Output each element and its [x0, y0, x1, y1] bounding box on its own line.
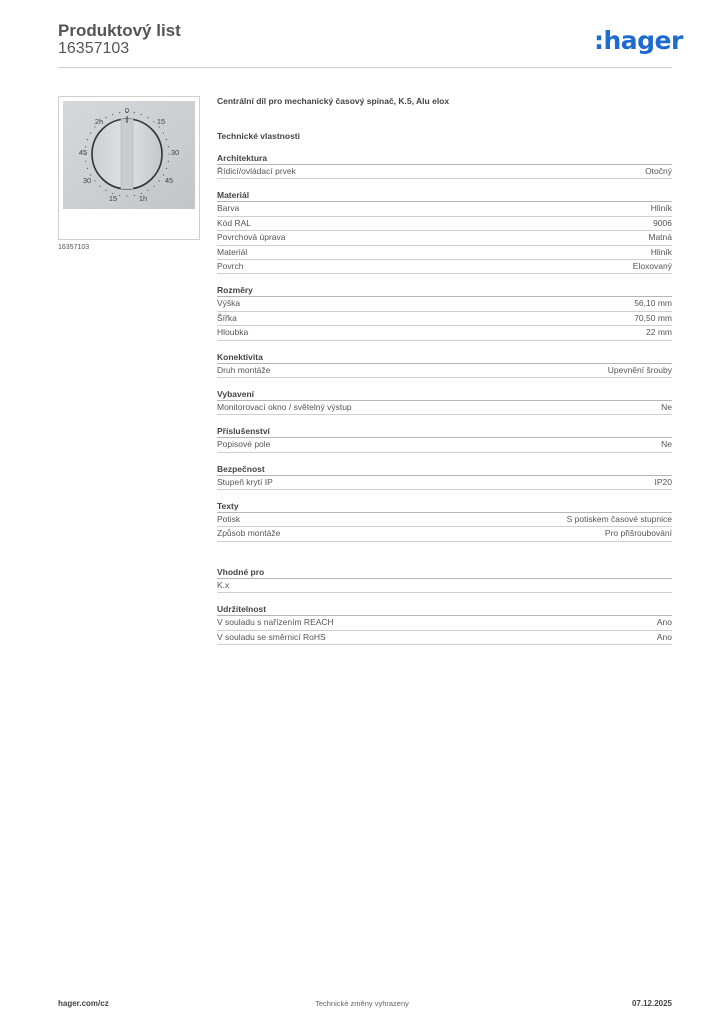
spec-row — [217, 165, 672, 179]
spec-value: Eloxovaný — [632, 260, 672, 271]
spec-row — [217, 513, 672, 527]
dial-tick — [85, 161, 86, 162]
section-title: Bezpečnost — [217, 464, 672, 476]
spec-value: S potiskem časové stupnice — [566, 514, 672, 525]
spec-label: Výška — [217, 298, 241, 309]
spec-row — [217, 438, 672, 452]
dial-tick — [99, 186, 100, 187]
spec-label: Barva — [217, 203, 240, 214]
dial-tick — [119, 195, 120, 196]
header-divider — [58, 67, 672, 68]
spec-value: Otočný — [645, 166, 672, 176]
dial-tick — [90, 132, 91, 133]
section-title: Architektura — [217, 153, 672, 165]
dial-label: 30 — [82, 176, 92, 185]
dial-tick — [87, 139, 88, 140]
dial-tick — [168, 161, 169, 162]
spec-sections — [217, 153, 672, 645]
spec-label: Popisové pole — [217, 439, 271, 450]
dial-tick — [94, 180, 95, 181]
spec-row — [217, 579, 672, 593]
spec-row — [217, 616, 672, 630]
section-title: Příslušenství — [217, 426, 672, 438]
page-title: Produktový list — [58, 21, 181, 40]
spec-label: Materiál — [217, 246, 248, 257]
spec-value: Ne — [661, 439, 672, 450]
dial-tick — [147, 190, 148, 191]
spec-value: Ano — [656, 617, 672, 628]
knob-grip — [121, 119, 133, 189]
product-image-frame — [58, 96, 200, 240]
spec-label: Povrchová úprava — [217, 232, 286, 243]
spec-section — [217, 352, 672, 378]
dial-label: 0 — [124, 106, 130, 115]
spec-label: V souladu se směrnicí RoHS — [217, 631, 326, 642]
dial-label: 30 — [170, 148, 180, 157]
dial-tick — [166, 139, 167, 140]
dial-tick — [166, 168, 167, 169]
spec-value: Upevnění šrouby — [607, 364, 672, 375]
spec-value: Hliník — [650, 203, 672, 214]
spec-row — [217, 217, 672, 231]
dial-tick — [105, 117, 106, 118]
spec-row — [217, 527, 672, 541]
section-title: Texty — [217, 501, 672, 513]
dial-tick — [105, 190, 106, 191]
spec-label: Hloubka — [217, 327, 249, 338]
product-image — [63, 101, 195, 209]
spec-label: Povrch — [217, 260, 244, 271]
spec-label: K.x — [217, 579, 230, 590]
spec-row — [217, 312, 672, 326]
dial-label: 1h — [138, 194, 148, 203]
dial-tick — [153, 186, 154, 187]
spec-section — [217, 426, 672, 452]
spec-value: Ne — [661, 401, 672, 412]
dial-tick — [126, 195, 127, 196]
dial-tick — [134, 195, 135, 196]
spec-label: V souladu s nařízením REACH — [217, 617, 334, 628]
spec-row — [217, 297, 672, 311]
dial-tick — [141, 114, 142, 115]
dial-label: 45 — [78, 148, 88, 157]
spec-section — [217, 285, 672, 340]
spec-value: Ano — [656, 631, 672, 642]
spec-content — [217, 95, 672, 645]
spec-row — [217, 231, 672, 245]
spec-row — [217, 246, 672, 260]
spec-value: IP20 — [654, 476, 672, 487]
spec-row — [217, 326, 672, 340]
spec-section — [217, 567, 672, 593]
spec-label: Potisk — [217, 514, 241, 525]
dial-tick — [134, 112, 135, 113]
dial-tick — [159, 126, 160, 127]
spec-section — [217, 604, 672, 645]
spec-value: 56,10 mm — [634, 298, 672, 309]
spec-label: Kód RAL — [217, 217, 252, 228]
section-title: Konektivita — [217, 352, 672, 364]
spec-value: Hliník — [650, 246, 672, 257]
spec-value: 22 mm — [646, 327, 672, 338]
dial-tick — [119, 112, 120, 113]
dial-label: 15 — [156, 117, 166, 126]
section-title: Vhodné pro — [217, 567, 672, 579]
spec-section — [217, 389, 672, 415]
dial-tick — [168, 146, 169, 147]
footer-notice: Technické změny vyhrazeny — [315, 999, 409, 1008]
section-title: Udržitelnost — [217, 604, 672, 616]
dial-label: 15 — [108, 194, 118, 203]
spec-label: Stupeň krytí IP — [217, 476, 273, 487]
spec-row — [217, 631, 672, 645]
dial-label: 45 — [164, 176, 174, 185]
spec-section — [217, 501, 672, 542]
dial-tick — [168, 153, 169, 154]
section-title: Materiál — [217, 190, 672, 202]
spec-row — [217, 476, 672, 490]
hager-logo: :hager — [594, 26, 683, 55]
product-name: Centrální díl pro mechanický časový spínač, K.5, Alu elox — [217, 96, 450, 106]
dial-tick — [159, 180, 160, 181]
spec-row — [217, 260, 672, 274]
dial-label: 2h — [94, 117, 104, 126]
spec-row — [217, 401, 672, 415]
footer-date: 07.12.2025 — [631, 999, 672, 1008]
spec-section — [217, 153, 672, 179]
spec-section — [217, 464, 672, 490]
image-caption: 16357103 — [58, 244, 90, 251]
dial-tick — [94, 126, 95, 127]
spec-value: 70,50 mm — [634, 312, 672, 323]
spec-label: Způsob montáže — [217, 528, 281, 539]
dial-tick — [87, 168, 88, 169]
spec-value: Matná — [648, 232, 672, 243]
spec-label: Šířka — [217, 312, 237, 323]
spec-label: Druh montáže — [217, 364, 271, 375]
product-number: 16357103 — [58, 40, 130, 57]
spec-row — [217, 202, 672, 216]
dial-tick — [163, 174, 164, 175]
spec-label: Řídicí/ovládací prvek — [217, 166, 296, 176]
spec-value: 9006 — [653, 217, 672, 228]
dial-tick — [153, 121, 154, 122]
spec-row — [217, 364, 672, 378]
spec-value: Pro přišroubování — [604, 528, 672, 539]
section-title: Vybavení — [217, 389, 672, 401]
dial-tick — [163, 132, 164, 133]
tech-title: Technické vlastnosti — [217, 131, 300, 141]
spec-section — [217, 190, 672, 274]
dial-tick — [147, 117, 148, 118]
section-title: Rozměry — [217, 285, 672, 297]
spec-label: Monitorovací okno / světelný výstup — [217, 401, 352, 412]
dial-tick — [112, 114, 113, 115]
footer-website: hager.com/cz — [58, 999, 109, 1008]
